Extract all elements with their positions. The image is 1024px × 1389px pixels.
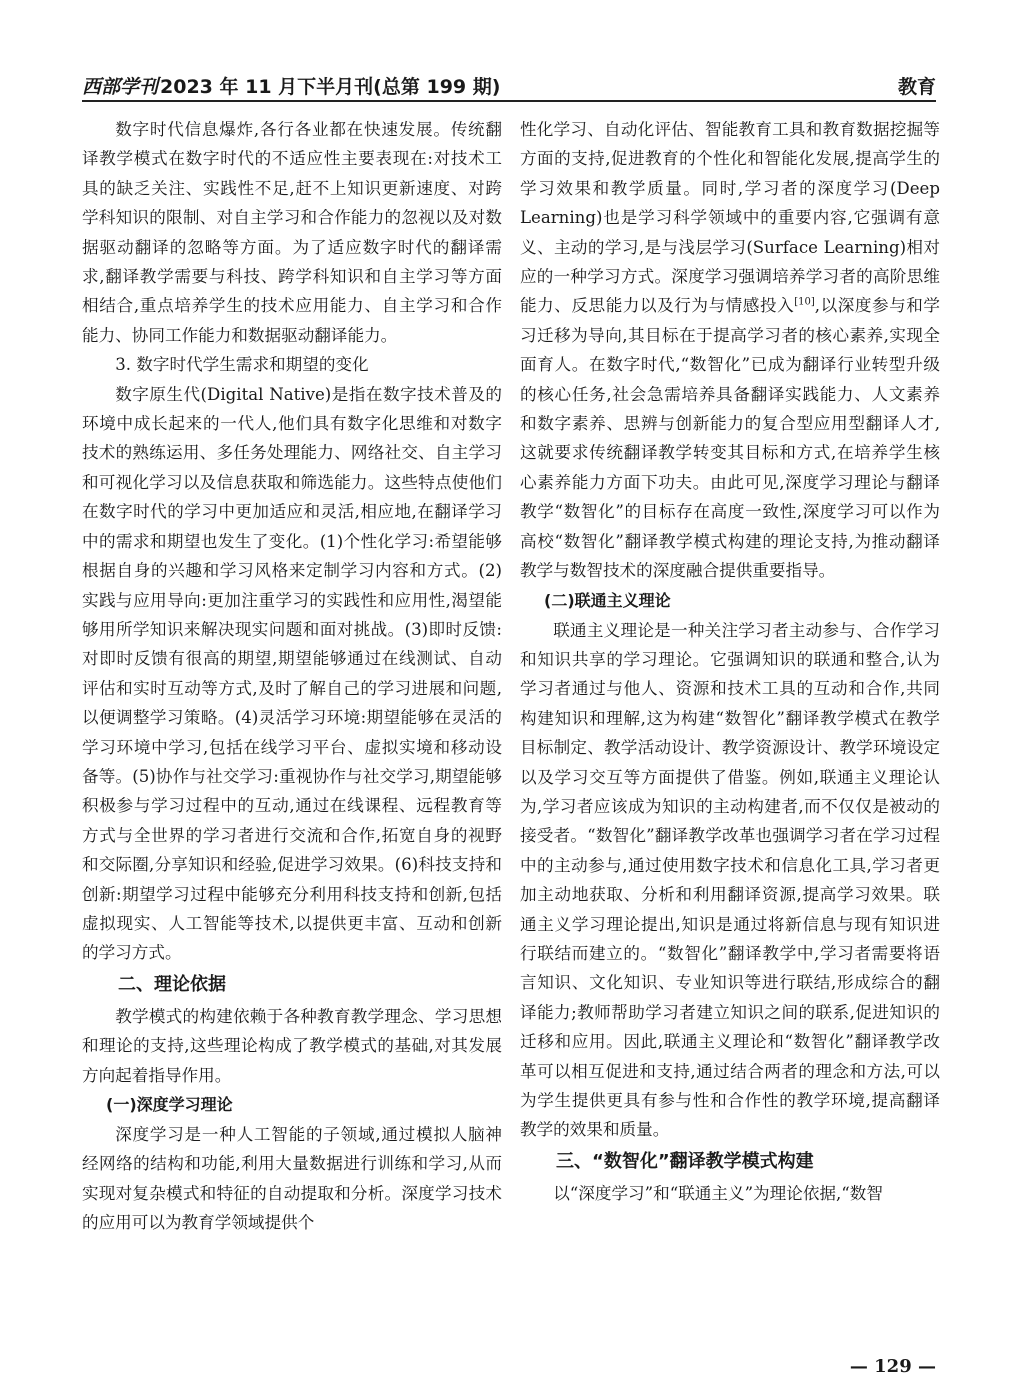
- paragraph-text: ,以深度参与和学习迁移为导向,其目标在于提高学习者的核心素养,实现全面育人。在数字时代,“数智化”已成为翻译行业转型升级的核心任务,社会急需培养具备翻译实践能力、人文素养和数字素养、思辨与创新能力的复合型应用型翻译人才,这就要求传统翻译教学转变其目标和方式,在培养学生核心素养能力方面下功夫。由此可见,深度学习理论与翻译教学“数智化”的目标存在高度一致性,深度学习可以作为高校“数智化”翻译教学模式构建的理论支持,为推动翻译教学与数智技术的深度融合提供重要指导。: [520, 296, 940, 581]
- section-heading: 三、“数智化”翻译教学模式构建: [556, 1150, 814, 1172]
- paragraph: 以“深度学习”和“联通主义”为理论依据,“数智: [553, 1183, 883, 1203]
- paragraph: 教学模式的构建依赖于各种教育教学理念、学习思想和理论的支持,这些理论构成了教学模式的基础,对其发展方向起着指导作用。: [82, 1006, 502, 1085]
- issue-info: 2023 年 11 月下半月刊(总第 199 期): [160, 76, 501, 98]
- subsection-heading: (二)联通主义理论: [544, 590, 671, 610]
- right-column: [520, 115, 940, 1208]
- paragraph: 深度学习是一种人工智能的子领域,通过模拟人脑神经网络的结构和功能,利用大量数据进行训练和学习,从而实现对复杂模式和特征的自动提取和分析。深度学习技术的应用可以为教育学领域提供个: [82, 1125, 502, 1233]
- paragraph: 数字时代信息爆炸,各行各业都在快速发展。传统翻译教学模式在数字时代的不适应性主要表现在:对技术工具的缺乏关注、实践性不足,赶不上知识更新速度、对跨学科知识的限制、对自主学习和合作能力的忽视以及对数据驱动翻译的忽略等方面。为了适应数字时代的翻译需求,翻译教学需要与科技、跨学科知识和自主学习等方面相结合,重点培养学生的技术应用能力、自主学习和合作能力、协同工作能力和数据驱动翻译能力。: [82, 120, 502, 345]
- page-header: [82, 70, 936, 102]
- paragraph: [520, 115, 940, 586]
- paragraph: 联通主义理论是一种关注学习者主动参与、合作学习和知识共享的学习理论。它强调知识的联通和整合,认为学习者通过与他人、资源和技术工具的互动和合作,共同构建知识和理解,这为构建“数智化”翻译教学模式在教学目标制定、教学活动设计、教学资源设计、教学环境设定以及学习交互等方面提供了借鉴。例如,联通主义理论认为,学习者应该成为知识的主动构建者,而不仅仅是被动的接受者。“数智化”翻译教学改革也强调学习者在学习过程中的主动参与,通过使用数字技术和信息化工具,学习者更加主动地获取、分析和利用翻译资源,提高学习效果。联通主义学习理论提出,知识是通过将新信息与现有知识进行联结而建立的。“数智化”翻译教学中,学习者需要将语言知识、文化知识、专业知识等进行联结,形成综合的翻译能力;教师帮助学习者建立知识之间的联系,促进知识的迁移和应用。因此,联通主义理论和“数智化”翻译教学改革可以相互促进和支持,通过结合两者的理念和方法,可以为学生提供更具有参与性和合作性的教学环境,提高翻译教学的效果和质量。: [520, 620, 940, 1140]
- left-column: [82, 115, 502, 1238]
- section-heading: 二、理论依据: [118, 973, 226, 995]
- subsection-heading: 3. 数字时代学生需求和期望的变化: [115, 355, 369, 375]
- page-number: — 129 —: [849, 1356, 936, 1377]
- paragraph: 数字原生代(Digital Native)是指在数字技术普及的环境中成长起来的一代人,他们具有数字化思维和对数字技术的熟练运用、多任务处理能力、网络社交、自主学习和可视化学习以及信息获取和筛选能力。这些特点使他们在数字时代的学习中更加适应和灵活,相应地,在翻译学习中的需求和期望也发生了变化。(1)个性化学习:希望能够根据自身的兴趣和学习风格来定制学习内容和方式。(2)实践与应用导向:更加注重学习的实践性和应用性,渴望能够用所学知识来解决现实问题和面对挑战。(3)即时反馈:对即时反馈有很高的期望,期望能够通过在线测试、自动评估和实时互动等方式,及时了解自己的学习进展和问题,以便调整学习策略。(4)灵活学习环境:期望能够在灵活的学习环境中学习,包括在线学习平台、虚拟实境和移动设备等。(5)协作与社交学习:重视协作与社交学习,期望能够积极参与学习过程中的互动,通过在线课程、远程教育等方式与全世界的学习者进行交流和合作,拓宽自身的视野和交际圈,分享知识和经验,促进学习效果。(6)科技支持和创新:期望学习过程中能够充分利用科技支持和创新,包括虚拟现实、人工智能等技术,以提供更丰富、互动和创新的学习方式。: [82, 384, 502, 963]
- citation-ref: [10]: [794, 296, 815, 308]
- section-name: 教育: [897, 76, 936, 98]
- paragraph-text: 性化学习、自动化评估、智能教育工具和教育数据挖掘等方面的支持,促进教育的个性化和智能化发展,提高学生的学习效果和教学质量。同时,学习者的深度学习(Deep Learning)也是学习科学领域中的重要内容,它强调有意义、主动的学习,是与浅层学习(Surface Learning)相对应的一种学习方式。深度学习强调培养学习者的高阶思维能力、反思能力以及行为与情感投入: [520, 120, 940, 316]
- subsection-heading: (一)深度学习理论: [106, 1095, 233, 1114]
- journal-name: 西部学刊: [82, 76, 159, 98]
- journal-issue-line: [82, 72, 500, 99]
